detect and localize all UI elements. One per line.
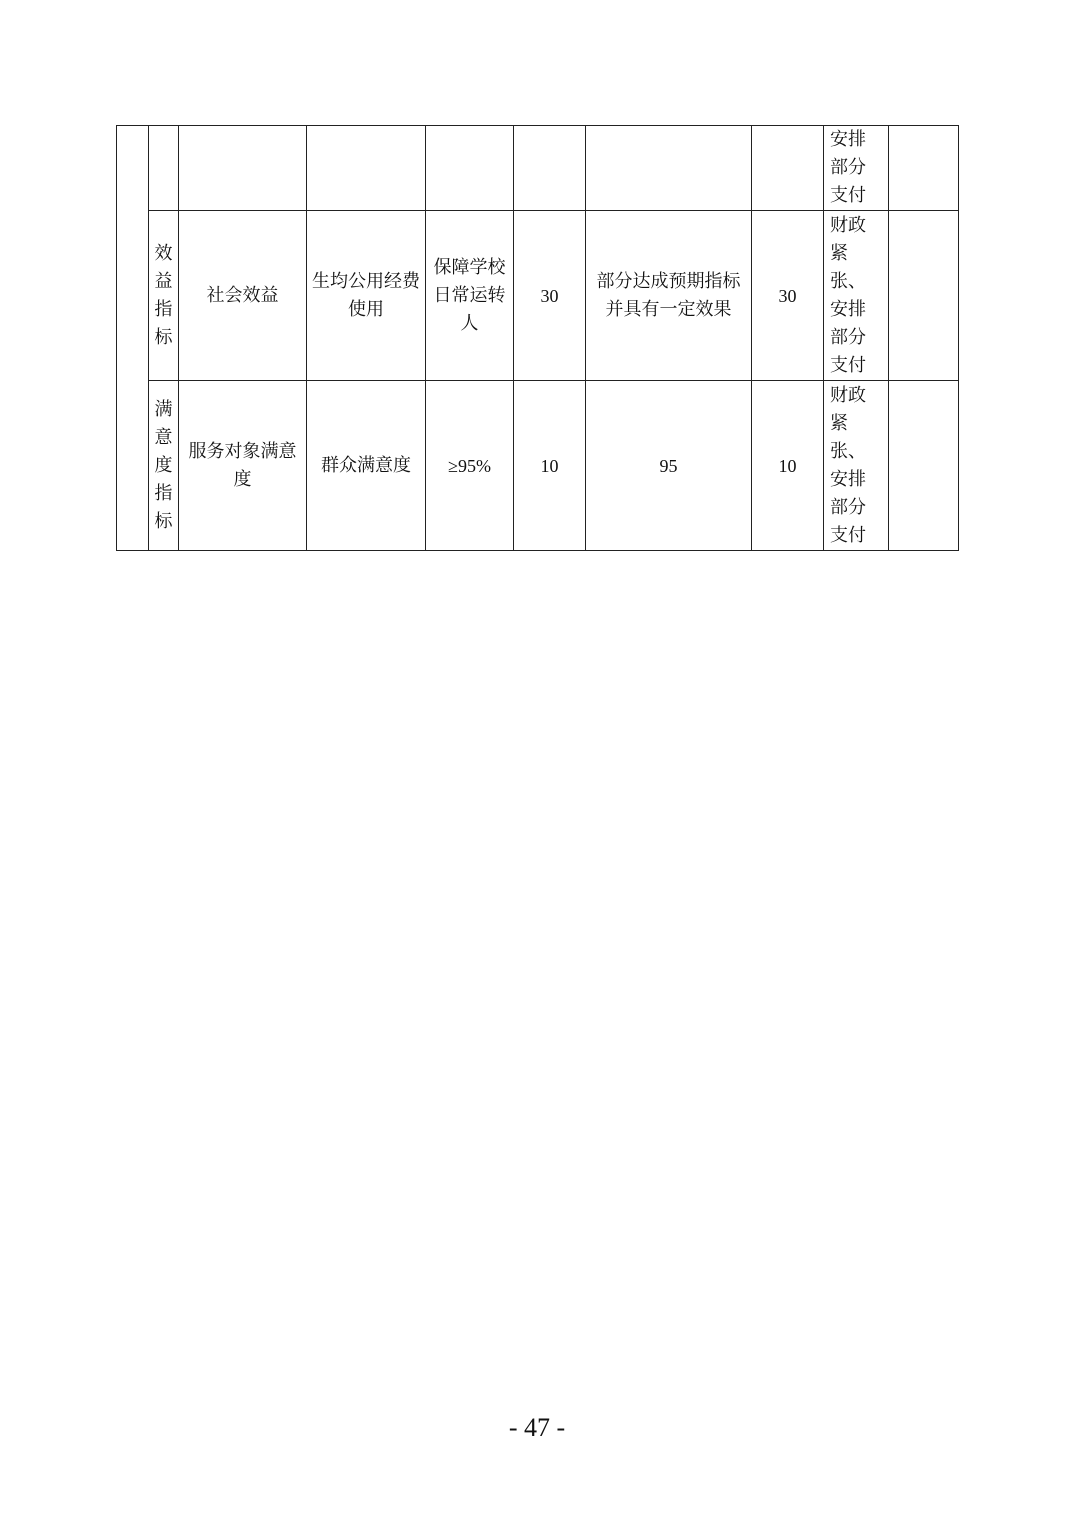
score-cell: 10 [752, 381, 824, 551]
table-row [117, 211, 959, 381]
third-level-indicator-cell: 社会效益 [179, 211, 307, 381]
actual-value-cell: 95 [586, 381, 752, 551]
target-value-cell [426, 126, 514, 211]
target-value-cell: 保障学校日常运转人 [426, 211, 514, 381]
weight-cell: 10 [514, 381, 586, 551]
weight-cell: 30 [514, 211, 586, 381]
second-level-indicator-cell: 效益指标 [149, 211, 179, 381]
weight-cell [514, 126, 586, 211]
first-level-indicator-cell [117, 126, 149, 551]
remarks-cell [889, 381, 959, 551]
actual-value-cell [586, 126, 752, 211]
second-level-indicator-cell [149, 126, 179, 211]
third-level-indicator-cell [179, 126, 307, 211]
third-level-indicator-cell: 服务对象满意度 [179, 381, 307, 551]
deduction-reason-cell: 财政紧张、安排部分支付 [824, 381, 889, 551]
deduction-reason-cell: 安排部分支付 [824, 126, 889, 211]
page-number: - 47 - [508, 1413, 566, 1442]
performance-table [116, 125, 959, 551]
score-cell: 30 [752, 211, 824, 381]
remarks-cell [889, 126, 959, 211]
actual-value-cell: 部分达成预期指标并具有一定效果 [586, 211, 752, 381]
indicator-name-cell: 群众满意度 [307, 381, 426, 551]
deduction-reason-cell: 财政紧张、安排部分支付 [824, 211, 889, 381]
indicator-name-cell: 生均公用经费使用 [307, 211, 426, 381]
remarks-cell [889, 211, 959, 381]
score-cell [752, 126, 824, 211]
table-row [117, 126, 959, 211]
target-value-cell: ≥95% [426, 381, 514, 551]
second-level-indicator-cell: 满意度指标 [149, 381, 179, 551]
indicator-name-cell [307, 126, 426, 211]
table-row [117, 381, 959, 551]
